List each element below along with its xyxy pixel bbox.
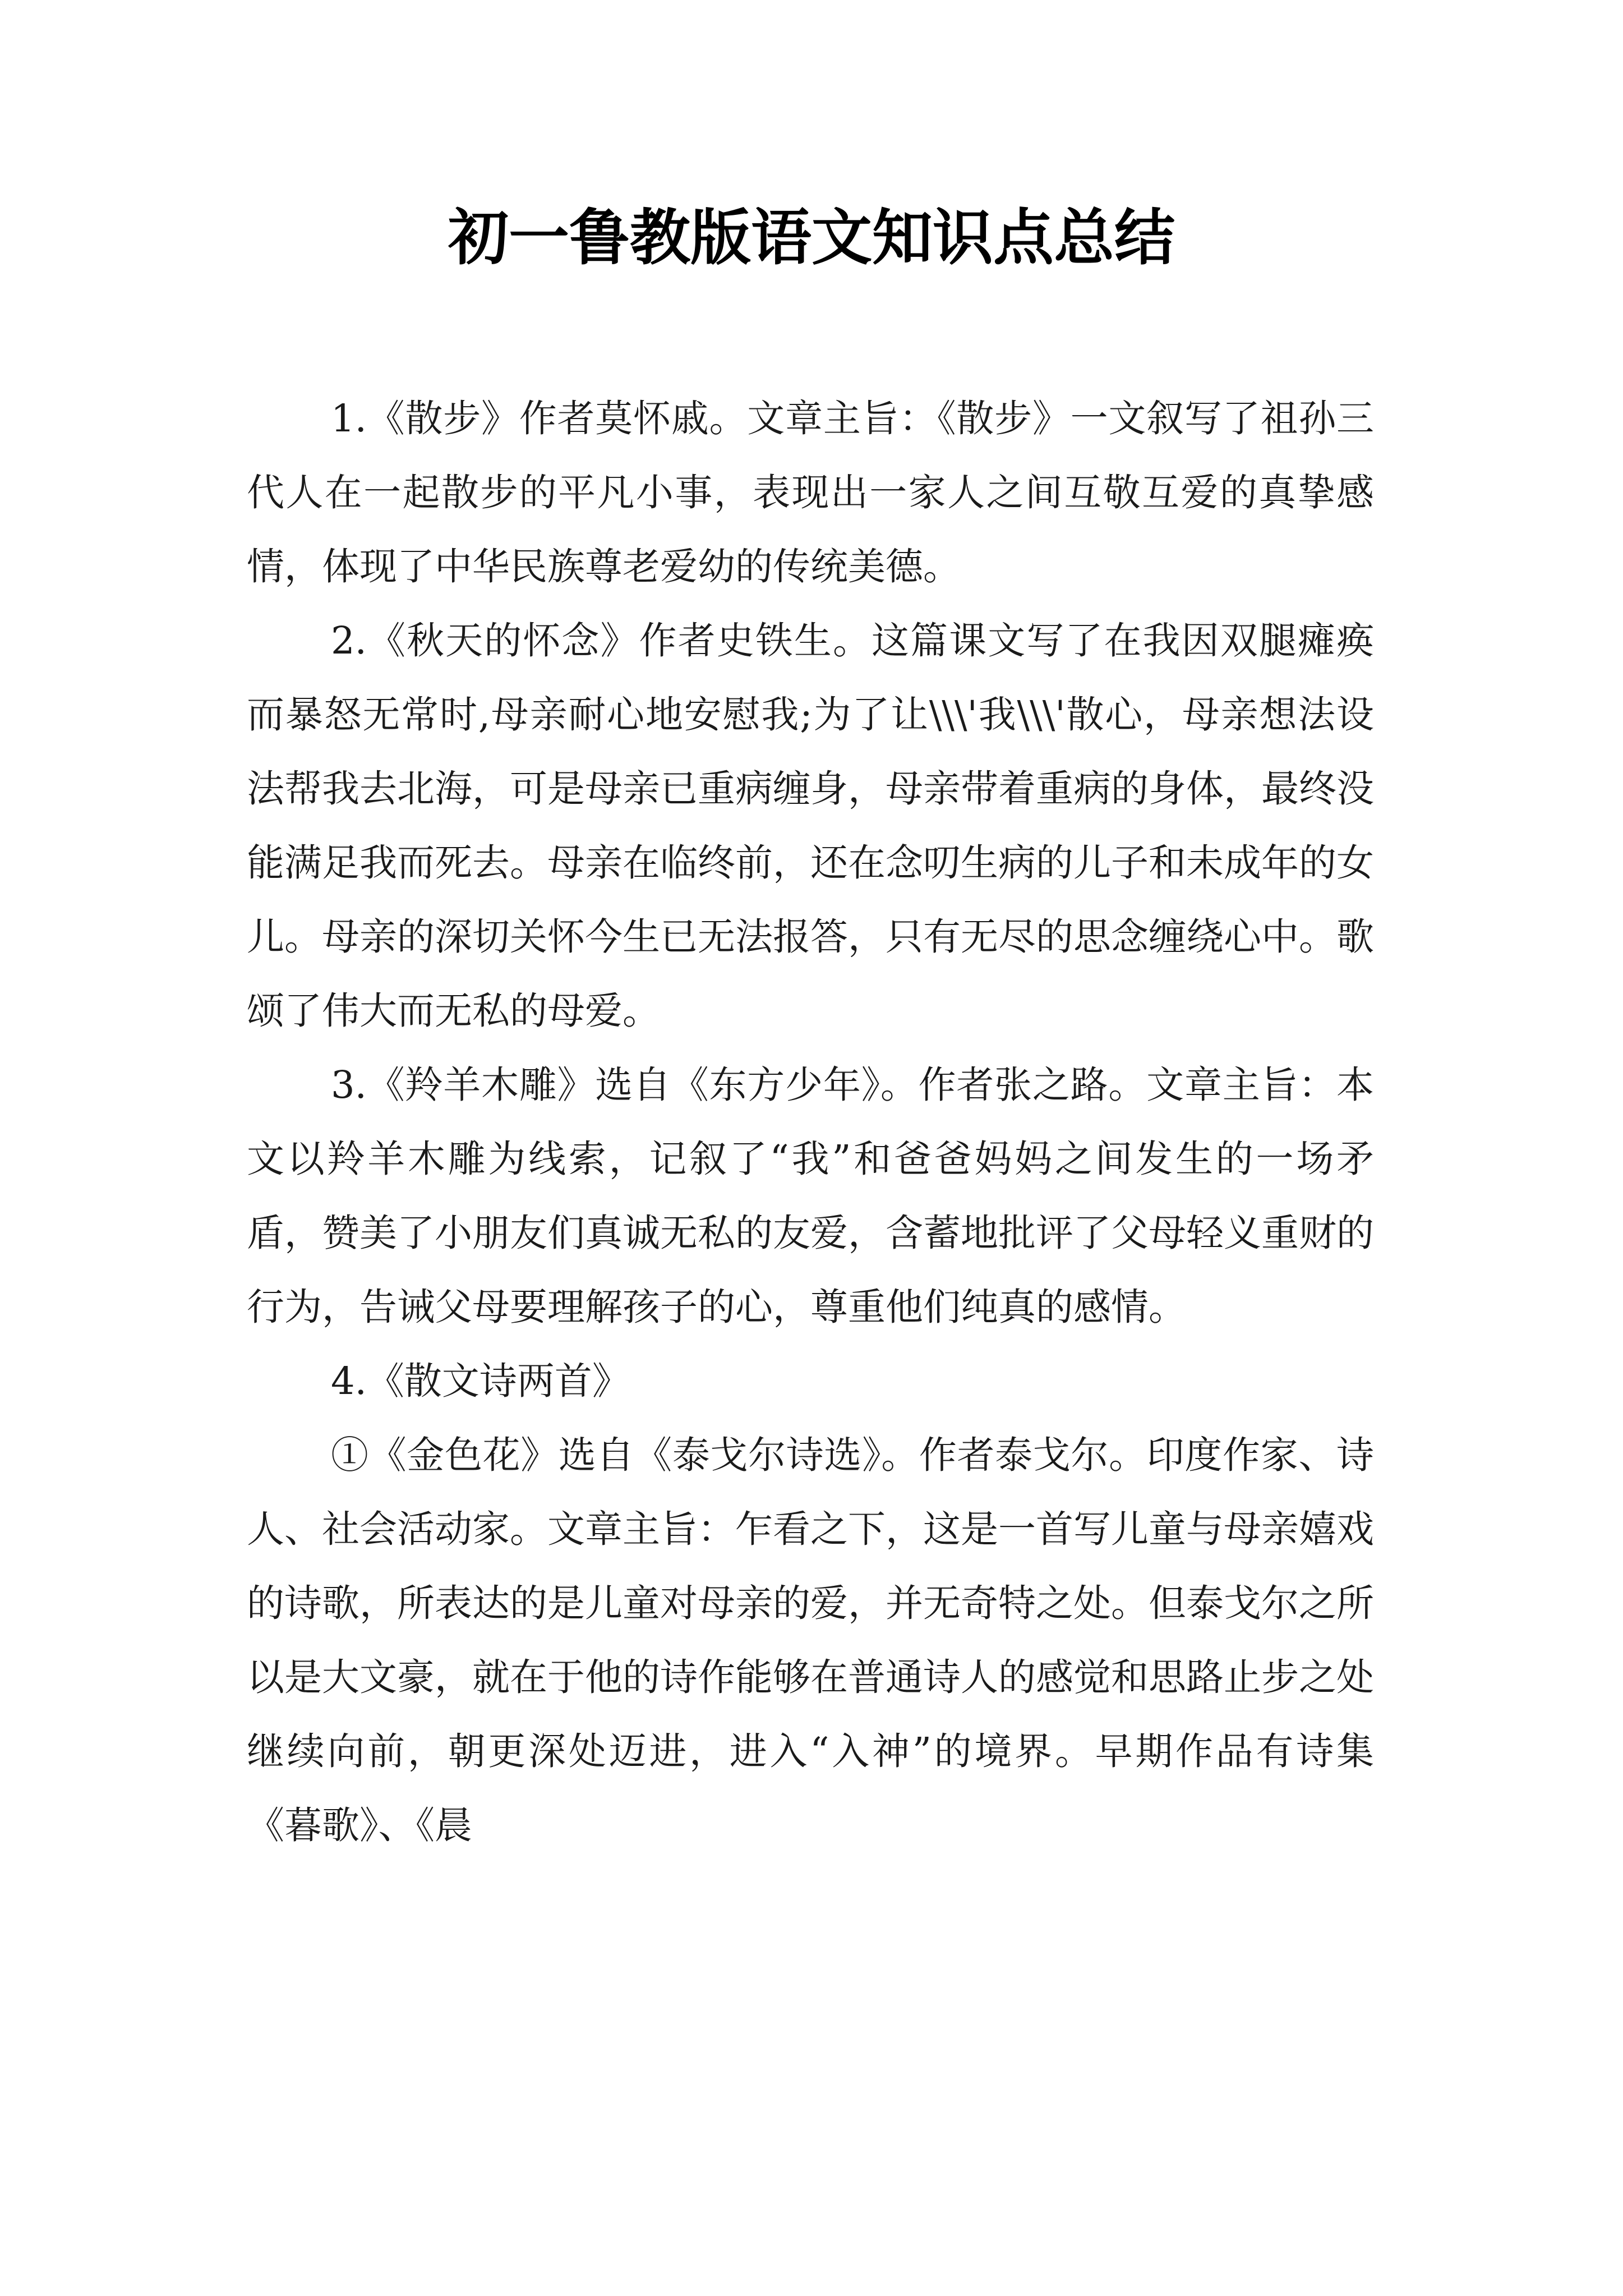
paragraph-2: 2.《秋天的怀念》作者史铁生。这篇课文写了在我因双腿瘫痪而暴怒无常时,母亲耐心地安慰我;为了让\\\'我\\\'散心，母亲想法设法帮我去北海，可是母亲已重病缠身，母亲带着重病的身体，最终没能满足我而死去。母亲在临终前，还在念叨生病的儿子和未成年的女儿。母亲的深切关怀今生已无法报答，只有无尽的思念缠绕心中。歌颂了伟大而无私的母爱。 [247, 619, 1374, 1033]
paragraph-4: 4.《散文诗两首》 [331, 1359, 630, 1403]
document-title: 初一鲁教版语文知识点总结 [448, 203, 1175, 273]
paragraph-1: 1.《散步》作者莫怀戚。文章主旨：《散步》一文叙写了祖孙三代人在一起散步的平凡小事，表现出一家人之间互敬互爱的真挚感情，体现了中华民族尊老爱幼的传统美德。 [247, 397, 1374, 588]
document-body [247, 381, 1374, 1862]
paragraph-5: ①《金色花》选自《泰戈尔诗选》。作者泰戈尔。印度作家、诗人、社会活动家。文章主旨：乍看之下，这是一首写儿童与母亲嬉戏的诗歌，所表达的是儿童对母亲的爱，并无奇特之处。但泰戈尔之所以是大文豪，就在于他的诗作能够在普通诗人的感觉和思路止步之处继续向前，朝更深处迈进，进入“入神”的境界。早期作品有诗集《暮歌》、《晨 [247, 1433, 1374, 1847]
paragraph-3: 3.《羚羊木雕》选自《东方少年》。作者张之路。文章主旨：本文以羚羊木雕为线索，记叙了“我”和爸爸妈妈之间发生的一场矛盾，赞美了小朋友们真诚无私的友爱，含蓄地批评了父母轻义重财的行为，告诫父母要理解孩子的心，尊重他们纯真的感情。 [247, 1063, 1374, 1329]
